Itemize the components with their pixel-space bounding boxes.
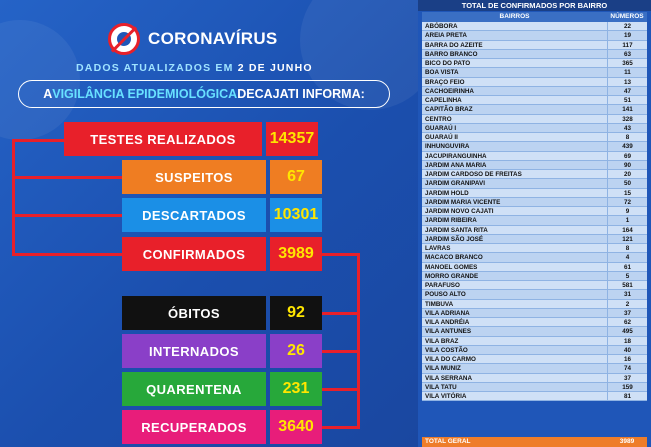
column-header-numeros: NÚMEROS [610, 13, 644, 20]
table-row [422, 115, 647, 124]
bairro-count: 62 [607, 318, 647, 326]
banner-part-a: A [43, 87, 53, 101]
bairro-count: 37 [607, 309, 647, 317]
stat-label-recovered [122, 410, 266, 444]
bairro-count: 37 [607, 374, 647, 382]
bairro-count: 15 [607, 189, 647, 197]
table-row [422, 59, 647, 68]
stat-label-quarantine [122, 372, 266, 406]
bairro-count: 159 [607, 383, 647, 391]
bairro-name: GUARAÚ I [425, 124, 457, 132]
table-row [422, 22, 647, 31]
bairro-count: 47 [607, 87, 647, 95]
table-row [422, 300, 647, 309]
table-row [422, 383, 647, 392]
stat-label-text: TESTES REALIZADOS [90, 131, 236, 147]
update-date-prefix: DADOS ATUALIZADOS EM [76, 62, 238, 74]
table-row [422, 207, 647, 216]
stat-value-tests [266, 122, 318, 156]
table-row [422, 179, 647, 188]
bairro-count: 74 [607, 364, 647, 372]
table-row [422, 161, 647, 170]
stat-label-text: INTERNADOS [149, 343, 239, 359]
stat-value-text: 26 [287, 342, 305, 359]
table-row [422, 374, 647, 383]
bairro-count: 117 [607, 41, 647, 49]
bairro-name: JARDIM SANTA RITA [425, 226, 488, 234]
bairro-name: BARRO BRANCO [425, 50, 478, 58]
bairro-count: 61 [607, 263, 647, 271]
bairro-name: JARDIM ANA MARIA [425, 161, 487, 169]
bairro-count: 5 [607, 272, 647, 280]
bairro-count: 90 [607, 161, 647, 169]
connector-line [320, 388, 360, 391]
stat-label-text: ÓBITOS [167, 305, 220, 321]
bairro-name: VILA MUNIZ [425, 365, 461, 373]
bairro-count: 31 [607, 290, 647, 298]
stat-value-text: 14357 [269, 130, 315, 147]
table-row [422, 50, 647, 59]
bairro-count: 11 [607, 68, 647, 76]
table-row [422, 235, 647, 244]
bairro-count: 365 [607, 59, 647, 67]
bairro-name: ABÓBORA [425, 23, 458, 30]
stat-value-confirmed [270, 237, 322, 271]
table-row [422, 281, 647, 290]
table-row [422, 392, 647, 401]
table-title: TOTAL DE CONFIRMADOS POR BAIRRO [418, 0, 651, 11]
table-row [422, 133, 647, 142]
bairro-count: 81 [607, 392, 647, 400]
table-row [422, 318, 647, 327]
bairro-name: CAPITÃO BRAZ [425, 106, 473, 114]
table-row [422, 309, 647, 318]
column-header-bairros: BAIRROS [499, 13, 530, 20]
connector-line [320, 312, 360, 315]
stat-label-tests [64, 122, 262, 156]
bairro-count: 40 [607, 346, 647, 354]
bairro-count: 1 [607, 216, 647, 224]
bairro-count: 8 [607, 133, 647, 141]
bairro-name: JARDIM HOLD [425, 189, 469, 197]
table-row [422, 41, 647, 50]
bairro-name: BOA VISTA [425, 69, 459, 77]
stat-value-text: 3989 [278, 245, 314, 262]
stat-label-deaths [122, 296, 266, 330]
stat-value-text: 67 [287, 168, 305, 185]
connector-line [12, 214, 122, 217]
table-row [422, 87, 647, 96]
bairro-count: 4 [607, 253, 647, 261]
bairro-name: AREIA PRETA [425, 32, 467, 40]
stat-label-discarded [122, 198, 266, 232]
stat-label-text: CONFIRMADOS [142, 246, 246, 262]
bairro-count: 8 [607, 244, 647, 252]
bairro-count: 581 [607, 281, 647, 289]
bairro-name: BARRA DO AZEITE [425, 41, 483, 49]
bairro-name: VILA SERRANA [425, 374, 472, 382]
table-row [422, 327, 647, 336]
bairro-count: 69 [607, 152, 647, 160]
total-label: TOTAL GERAL [425, 438, 471, 445]
stat-value-recovered [270, 410, 322, 444]
bairro-count: 20 [607, 170, 647, 178]
bairro-count: 19 [607, 31, 647, 39]
no-virus-icon [108, 23, 140, 55]
bairro-name: VILA TATU [425, 383, 457, 391]
stat-label-text: RECUPERADOS [141, 419, 247, 435]
stat-label-text: DESCARTADOS [142, 207, 246, 223]
bairro-name: CAPELINHA [425, 97, 462, 104]
connector-line [12, 176, 122, 179]
bairro-name: CACHOEIRINHA [425, 87, 474, 95]
table-row [422, 142, 647, 151]
stat-value-text: 92 [287, 304, 305, 321]
bairro-name: MACACO BRANCO [425, 254, 483, 262]
bairro-name: BICO DO PATO [425, 60, 471, 67]
bairro-name: JARDIM MARIA VICENTE [425, 198, 501, 206]
connector-line [357, 253, 360, 429]
bairro-name: JACUPIRANGUINHA [425, 152, 487, 160]
bairro-name: PARAFUSO [425, 282, 460, 289]
table-row [422, 198, 647, 207]
bairro-name: BRAÇO FEIO [425, 78, 465, 86]
bairro-name: LAVRAS [425, 245, 451, 252]
bairro-name: TIMBUVA [425, 300, 454, 308]
table-header [422, 12, 647, 22]
table-row [422, 124, 647, 133]
bairro-count: 72 [607, 198, 647, 206]
bairro-name: JARDIM RIBEIRA [425, 217, 477, 225]
bairro-name: MORRO GRANDE [425, 272, 479, 280]
bairro-count: 63 [607, 50, 647, 58]
stat-value-text: 3640 [278, 418, 314, 435]
stat-label-confirmed [122, 237, 266, 271]
stat-label-text: SUSPEITOS [155, 169, 233, 185]
table-row [422, 170, 647, 179]
stat-label-hospitalized [122, 334, 266, 368]
bairro-name: GUARAÚ II [425, 134, 458, 141]
table-row [422, 253, 647, 262]
table-row [422, 78, 647, 87]
bairro-name: VILA COSTÃO [425, 346, 468, 354]
bairro-name: CENTRO [425, 115, 452, 123]
bairro-count: 50 [607, 179, 647, 187]
table-row [422, 263, 647, 272]
table-body [422, 22, 647, 401]
banner-part-b: VIGILÂNCIA EPIDEMIOLÓGICA [52, 87, 238, 101]
table-row [422, 31, 647, 40]
table-row [422, 189, 647, 198]
bairro-count: 495 [607, 327, 647, 335]
bairro-name: VILA ADRIANA [425, 309, 470, 317]
neighborhood-table-panel [418, 0, 651, 447]
stat-label-suspects [122, 160, 266, 194]
banner-part-c: DE [237, 87, 255, 101]
bairro-name: POUSO ALTO [425, 291, 466, 299]
table-row [422, 272, 647, 281]
bairro-count: 43 [607, 124, 647, 132]
table-row [422, 226, 647, 235]
connector-line [12, 139, 15, 256]
bairro-name: VILA BRAZ [425, 337, 459, 345]
bairro-count: 9 [607, 207, 647, 215]
table-row [422, 152, 647, 161]
stat-value-suspects [270, 160, 322, 194]
table-row [422, 290, 647, 299]
bairro-count: 121 [607, 235, 647, 243]
bairro-count: 164 [607, 226, 647, 234]
connector-line [12, 139, 64, 142]
table-row [422, 105, 647, 114]
page-title: CORONAVÍRUS [148, 29, 278, 48]
table-row [422, 68, 647, 77]
stat-value-quarantine [270, 372, 322, 406]
table-row [422, 364, 647, 373]
bairro-name: VILA ANTUNES [425, 328, 472, 336]
table-row [422, 337, 647, 346]
table-row [422, 96, 647, 105]
update-date [76, 62, 313, 74]
bairro-count: 18 [607, 337, 647, 345]
table-row [422, 244, 647, 253]
stat-label-text: QUARENTENA [146, 381, 242, 397]
connector-line [320, 426, 360, 429]
bairro-count: 2 [607, 300, 647, 308]
bairro-count: 16 [607, 355, 647, 363]
connector-line [320, 253, 360, 256]
bairro-name: JARDIM NOVO CAJATI [425, 208, 494, 215]
bairro-name: JARDIM GRANIPAVI [425, 180, 485, 188]
stat-value-hospitalized [270, 334, 322, 368]
table-total-row [422, 437, 647, 447]
header [108, 22, 278, 56]
total-value: 3989 [619, 438, 635, 445]
banner-part-d: CAJATI INFORMA: [254, 87, 365, 101]
bairro-name: JARDIM SÃO JOSÉ [425, 235, 484, 243]
update-date-value: 2 DE JUNHO [237, 62, 313, 74]
bairro-name: VILA DO CARMO [425, 356, 476, 363]
stat-value-discarded [270, 198, 322, 232]
bairro-count: 13 [607, 78, 647, 86]
bairro-name: MANOEL GOMES [425, 263, 478, 271]
table-row [422, 346, 647, 355]
table-row [422, 216, 647, 225]
bairro-name: VILA ANDRÉIA [425, 319, 470, 326]
info-banner [18, 80, 390, 108]
connector-line [12, 253, 122, 256]
bairro-name: JARDIM CARDOSO DE FREITAS [425, 171, 522, 178]
bairro-name: INHUNGUVIRA [425, 143, 470, 151]
bairro-name: VILA VITÓRIA [425, 393, 467, 400]
table-row [422, 355, 647, 364]
bairro-count: 141 [607, 105, 647, 113]
bairro-count: 328 [607, 115, 647, 123]
bairro-count: 51 [607, 96, 647, 104]
stat-value-deaths [270, 296, 322, 330]
connector-line [320, 350, 360, 353]
stat-value-text: 231 [282, 380, 310, 397]
bairro-count: 22 [607, 22, 647, 30]
stat-value-text: 10301 [273, 206, 319, 223]
bairro-count: 439 [607, 142, 647, 150]
